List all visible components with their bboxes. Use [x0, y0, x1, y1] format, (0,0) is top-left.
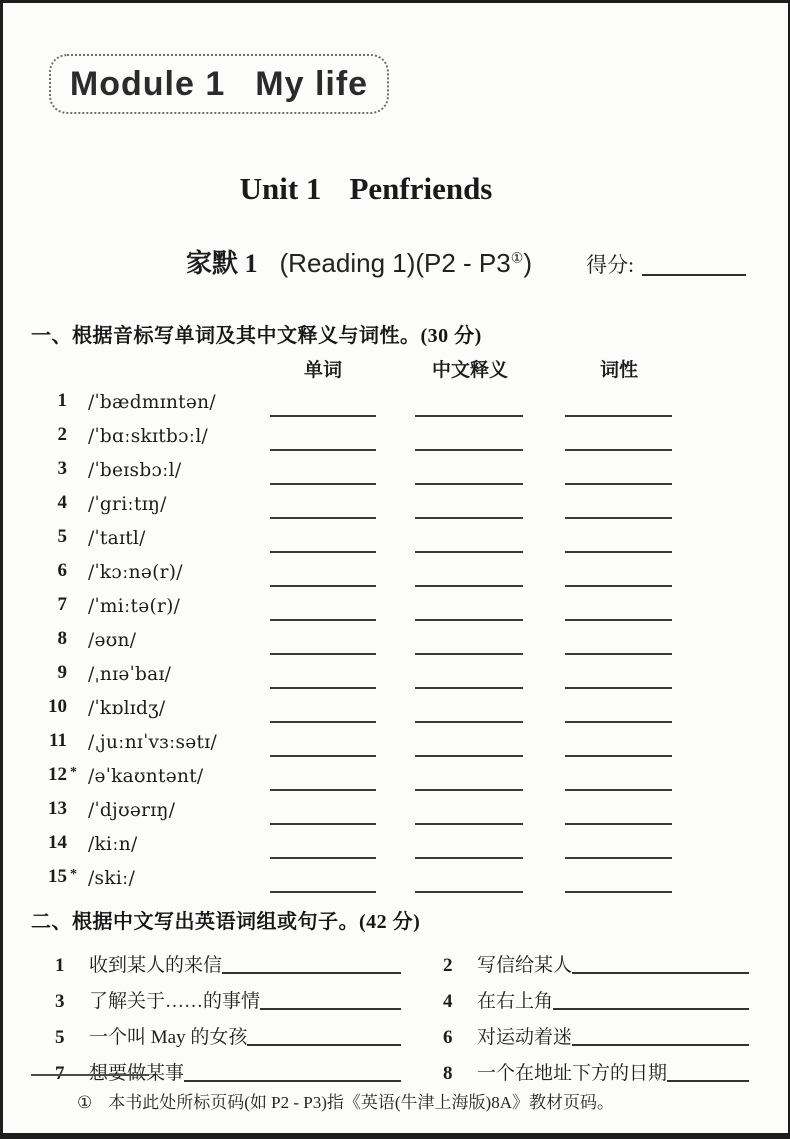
pos-blank — [565, 890, 672, 893]
item-number: 7 — [55, 1063, 65, 1084]
item-number: 5 — [55, 1027, 65, 1048]
item-number: 7 — [57, 594, 67, 615]
phrase-items-grid — [31, 942, 765, 1086]
item-number: 1 — [57, 390, 67, 411]
item-number: 3 — [55, 991, 65, 1012]
column-headers — [31, 355, 765, 383]
unit-name: Penfriends — [349, 171, 493, 206]
item-number: 10 — [48, 696, 67, 717]
phonetic-row — [31, 693, 765, 727]
item-number: 4 — [443, 991, 453, 1012]
word-blank — [270, 822, 376, 825]
phonetic-row — [31, 829, 765, 863]
item-number: 12 — [48, 764, 67, 785]
unit-title — [3, 171, 729, 207]
column-header-meaning: 中文释义 — [431, 360, 509, 381]
phonetic-transcription: /ˈmiːtə(r)/ — [88, 596, 181, 617]
module-title: My life — [255, 64, 369, 103]
meaning-blank — [415, 584, 523, 587]
footnote-ref-mark: ① — [510, 249, 524, 266]
answer-blank — [247, 1043, 401, 1046]
phonetic-transcription: /ˈtaɪtl/ — [88, 528, 146, 549]
item-number: 8 — [57, 628, 67, 649]
pos-blank — [565, 448, 672, 451]
answer-blank — [572, 1043, 749, 1046]
item-number: 2 — [443, 955, 453, 976]
phrase-text: 在右上角 — [477, 991, 554, 1012]
item-number: 4 — [57, 492, 67, 513]
phonetic-transcription: /ˈbɑːskɪtbɔːl/ — [88, 426, 209, 447]
meaning-blank — [415, 448, 523, 451]
meaning-blank — [415, 686, 523, 689]
footnote-mark: ① — [77, 1093, 93, 1112]
phonetic-row — [31, 489, 765, 523]
phrase-item — [31, 1014, 423, 1050]
phrase-text: 了解关于……的事情 — [89, 991, 261, 1012]
pos-blank — [565, 822, 672, 825]
phonetic-transcription: /ˈkɔːnə(r)/ — [88, 562, 183, 583]
column-header-pos: 词性 — [599, 360, 639, 381]
meaning-blank — [415, 720, 523, 723]
phonetic-transcription: /əˈkaʊntənt/ — [88, 766, 204, 787]
reading-reference — [280, 248, 532, 279]
word-blank — [270, 788, 376, 791]
meaning-blank — [415, 618, 523, 621]
phrase-text: 想要做某事 — [89, 1063, 185, 1084]
module-label: Module 1 — [69, 64, 226, 103]
item-number: 11 — [49, 730, 67, 751]
subtitle-row — [186, 243, 746, 280]
item-number: 6 — [443, 1027, 453, 1048]
item-number: 6 — [57, 560, 67, 581]
phrase-item — [31, 978, 423, 1014]
phonetic-row — [31, 761, 765, 795]
phonetic-transcription: /ˈdjʊərɪŋ/ — [88, 800, 176, 821]
pos-blank — [565, 686, 672, 689]
phrase-text: 对运动着迷 — [477, 1027, 573, 1048]
phrase-text: 一个叫 May 的女孩 — [89, 1027, 248, 1048]
meaning-blank — [415, 788, 523, 791]
pos-blank — [565, 618, 672, 621]
phonetic-row — [31, 795, 765, 829]
star-mark: * — [70, 867, 77, 882]
pos-blank — [565, 652, 672, 655]
answer-blank — [222, 971, 401, 974]
phrase-item — [423, 942, 765, 978]
star-mark: * — [70, 765, 77, 780]
phonetic-row — [31, 863, 765, 897]
pos-blank — [565, 856, 672, 859]
footnote — [77, 1088, 758, 1113]
pos-blank — [565, 550, 672, 553]
item-number: 9 — [57, 662, 67, 683]
item-number: 1 — [55, 955, 65, 976]
homework-label: 家默 1 — [186, 249, 258, 278]
meaning-blank — [415, 652, 523, 655]
meaning-blank — [415, 890, 523, 893]
score-label: 得分: — [586, 253, 634, 277]
phrase-text: 收到某人的来信 — [89, 955, 223, 976]
meaning-blank — [415, 550, 523, 553]
score-blank — [642, 273, 746, 276]
phrase-text: 一个在地址下方的日期 — [477, 1063, 668, 1084]
pos-blank — [565, 754, 672, 757]
section-one-heading: 一、根据音标写单词及其中文释义与词性。(30 分) — [31, 325, 482, 347]
word-blank — [270, 856, 376, 859]
meaning-blank — [415, 754, 523, 757]
phrase-item — [31, 942, 423, 978]
phonetic-row — [31, 455, 765, 489]
footnote-separator — [31, 1074, 149, 1076]
word-blank — [270, 720, 376, 723]
word-blank — [270, 482, 376, 485]
phrase-item — [423, 1050, 765, 1086]
column-header-word: 单词 — [303, 360, 343, 381]
phonetic-transcription: /ˌjuːnɪˈvɜːsətɪ/ — [88, 732, 218, 753]
phonetic-rows — [31, 387, 765, 897]
pos-blank — [565, 584, 672, 587]
close-paren: ) — [523, 248, 532, 278]
answer-blank — [184, 1079, 401, 1082]
phonetic-transcription: /skiː/ — [88, 868, 136, 889]
answer-blank — [553, 1007, 749, 1010]
word-blank — [270, 550, 376, 553]
phonetic-transcription: /ˈgriːtɪŋ/ — [88, 494, 167, 515]
footnote-text: 本书此处所标页码(如 P2 - P3)指《英语(牛津上海版)8A》教材页码。 — [108, 1093, 614, 1112]
phrase-item — [31, 1050, 423, 1086]
meaning-blank — [415, 856, 523, 859]
item-number: 5 — [57, 526, 67, 547]
word-blank — [270, 754, 376, 757]
pos-blank — [565, 720, 672, 723]
phrase-item — [423, 978, 765, 1014]
meaning-blank — [415, 414, 523, 417]
item-number: 15 — [48, 866, 67, 887]
item-number: 2 — [57, 424, 67, 445]
item-number: 8 — [443, 1063, 453, 1084]
word-blank — [270, 652, 376, 655]
meaning-blank — [415, 822, 523, 825]
reading-text: (Reading 1)(P2 - P3 — [279, 248, 511, 278]
phonetic-row — [31, 557, 765, 591]
word-blank — [270, 686, 376, 689]
word-blank — [270, 414, 376, 417]
answer-blank — [260, 1007, 401, 1010]
pos-blank — [565, 516, 672, 519]
phonetic-row — [31, 523, 765, 557]
word-blank — [270, 516, 376, 519]
word-blank — [270, 448, 376, 451]
section-two — [31, 905, 765, 1086]
phonetic-row — [31, 591, 765, 625]
unit-label: Unit 1 — [239, 171, 322, 206]
word-blank — [270, 584, 376, 587]
phonetic-transcription: /əʊn/ — [88, 630, 137, 651]
meaning-blank — [415, 482, 523, 485]
pos-blank — [565, 482, 672, 485]
phonetic-row — [31, 727, 765, 761]
item-number: 13 — [48, 798, 67, 819]
phonetic-row — [31, 421, 765, 455]
item-number: 3 — [57, 458, 67, 479]
word-blank — [270, 618, 376, 621]
meaning-blank — [415, 516, 523, 519]
phonetic-transcription: /ˈbædmɪntən/ — [88, 392, 216, 413]
word-blank — [270, 890, 376, 893]
section-two-heading: 二、根据中文写出英语词组或句子。(42 分) — [31, 911, 421, 933]
phonetic-transcription: /ˈbeɪsbɔːl/ — [88, 460, 182, 481]
score-area — [586, 249, 746, 279]
answer-blank — [667, 1079, 749, 1082]
phrase-text: 写信给某人 — [477, 955, 573, 976]
phonetic-row — [31, 387, 765, 421]
item-number: 14 — [48, 832, 67, 853]
phonetic-transcription: /ˈkɒlɪdʒ/ — [88, 698, 166, 719]
pos-blank — [565, 788, 672, 791]
phonetic-transcription: /ˌnɪəˈbaɪ/ — [88, 664, 172, 685]
pos-blank — [565, 414, 672, 417]
section-one — [31, 319, 765, 897]
module-header-box — [49, 54, 389, 114]
phrase-item — [423, 1014, 765, 1050]
phonetic-row — [31, 625, 765, 659]
phonetic-transcription: /kiːn/ — [88, 834, 138, 855]
phonetic-row — [31, 659, 765, 693]
answer-blank — [572, 971, 749, 974]
